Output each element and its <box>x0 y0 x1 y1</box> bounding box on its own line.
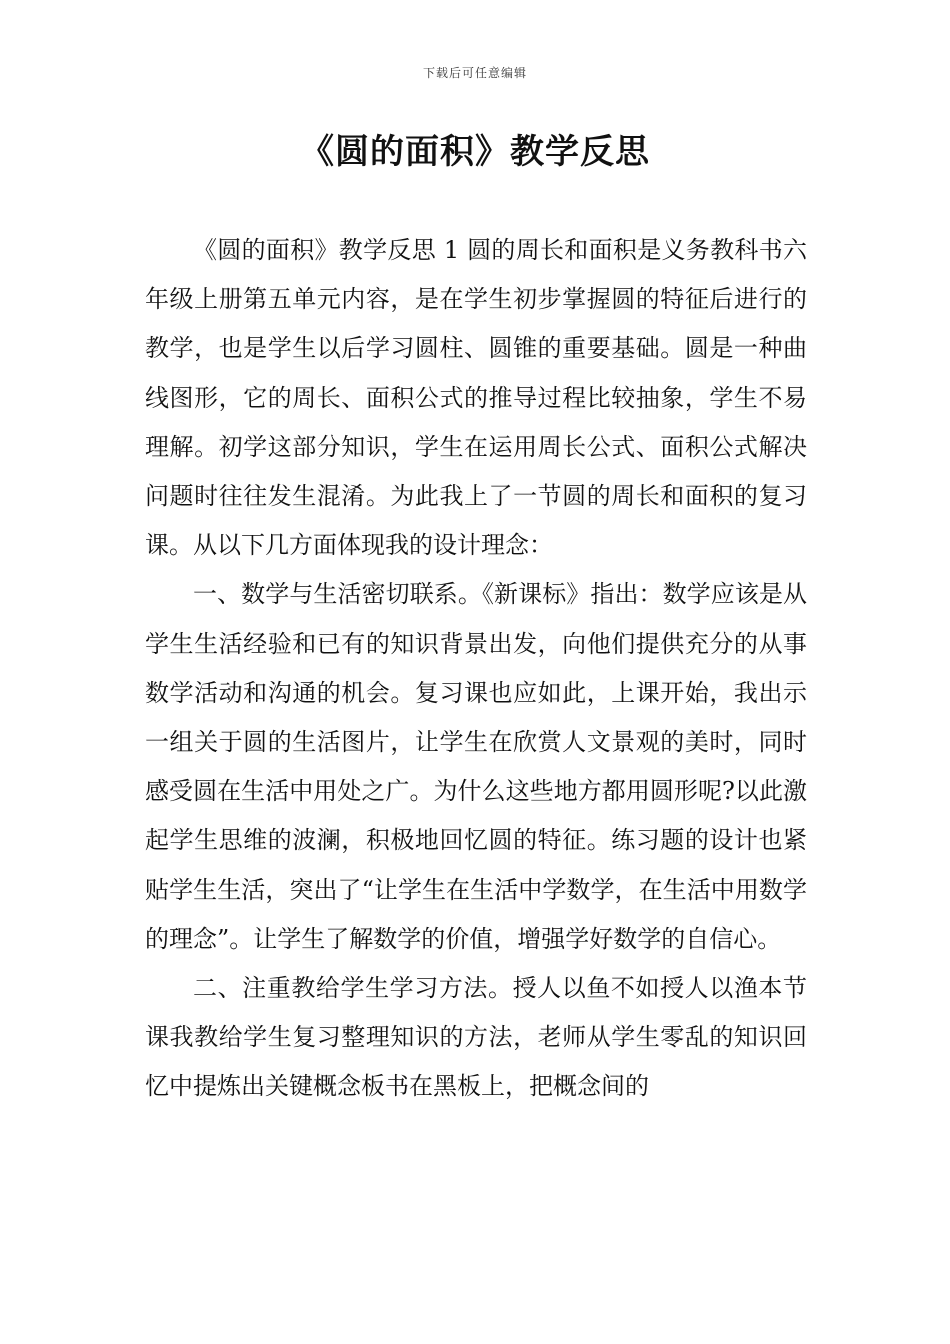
paragraph: 一、数学与生活密切联系。《新课标》指出：数学应该是从学生生活经验和已有的知识背景出发，向他们提供充分的从事数学活动和沟通的机会。复习课也应如此，上课开始，我出示一组关于圆的生活图片，让学生在欣赏人文景观的美时，同时感受圆在生活中用处之广。为什么这些地方都用圆形呢?以此激起学生思维的波澜，积极地回忆圆的特征。练习题的设计也紧贴学生生活，突出了“让学生在生活中学数学，在生活中用数学的理念”。让学生了解数学的价值，增强学好数学的自信心。 <box>145 580 807 953</box>
document-title: 《圆的面积》教学反思 <box>300 132 650 172</box>
header-note: 下载后可任意编辑 <box>422 66 527 80</box>
paragraph: 二、注重教给学生学习方法。授人以鱼不如授人以渔本节课我教给学生复习整理知识的方法，老师从学生零乱的知识回忆中提炼出关键概念板书在黑板上，把概念间的 <box>145 974 807 1101</box>
paragraph: 《圆的面积》教学反思 1 圆的周长和面积是义务教科书六年级上册第五单元内容，是在学生初步掌握圆的特征后进行的教学，也是学生以后学习圆柱、圆锥的重要基础。圆是一种曲线图形，它的周长、面积公式的推导过程比较抽象，学生不易理解。初学这部分知识，学生在运用周长公式、面积公式解决问题时往往发生混淆。为此我上了一节圆的周长和面积的复习课。从以下几方面体现我的设计理念： <box>145 236 807 560</box>
document-body <box>145 226 807 1112</box>
